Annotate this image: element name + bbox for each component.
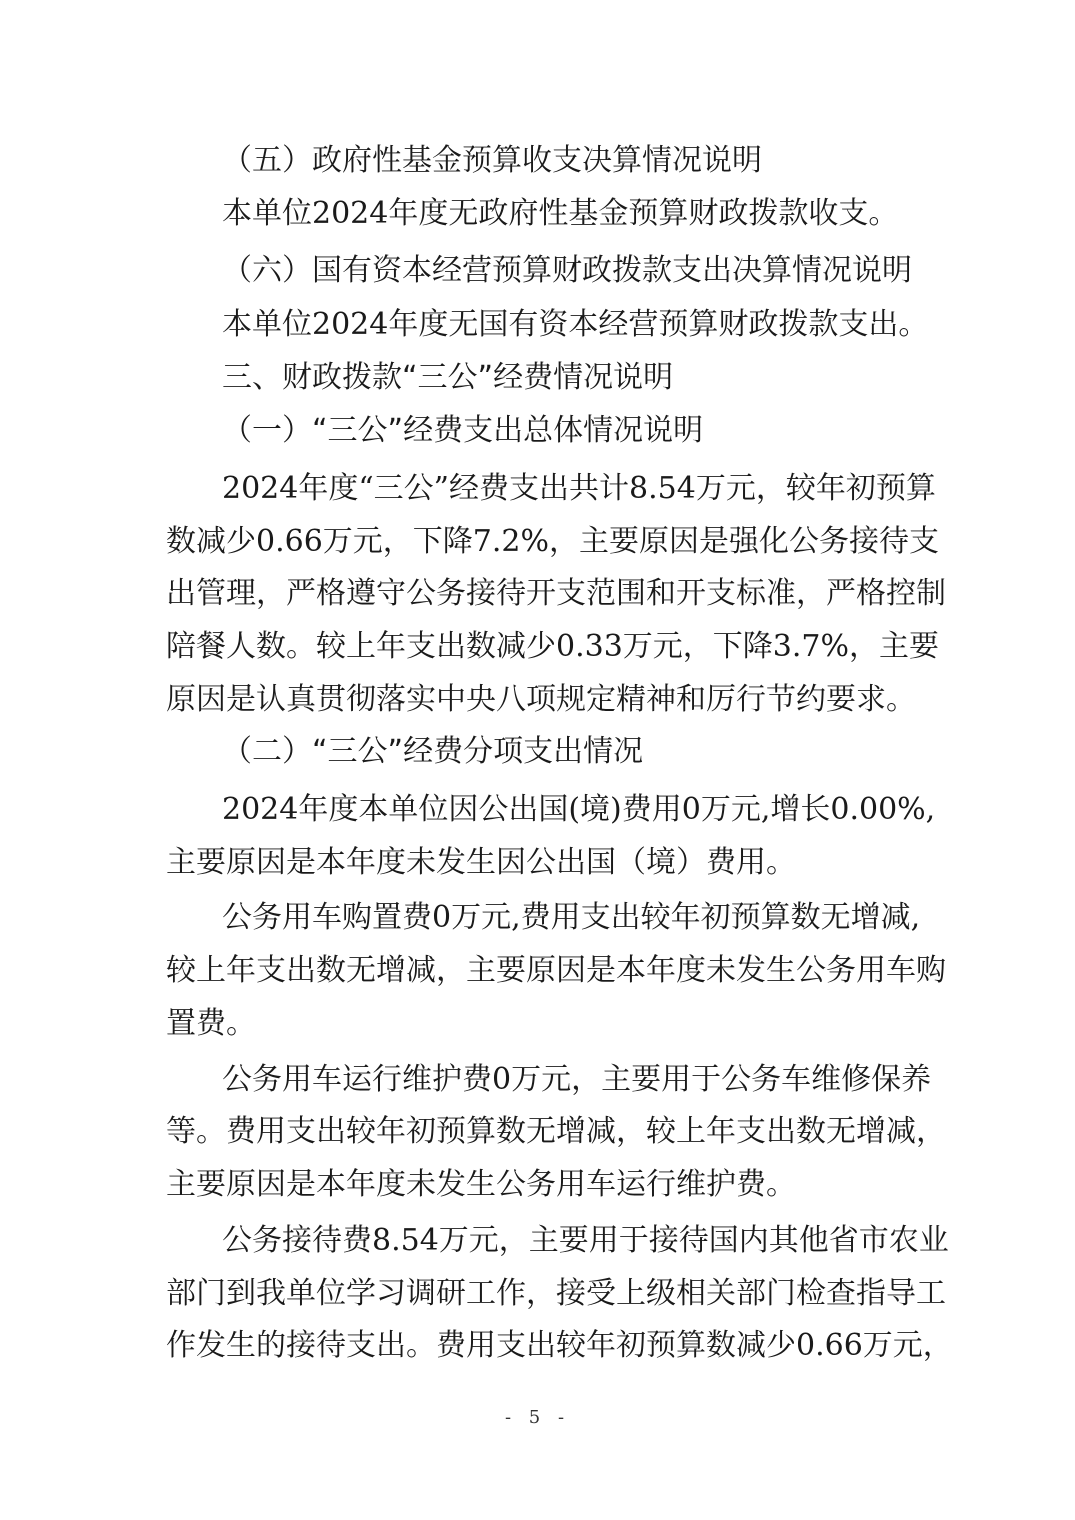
paragraph-line: 主要原因是本年度未发生因公出国（境）费用。 bbox=[166, 845, 796, 880]
paragraph-line: 较上年支出数无增减，主要原因是本年度未发生公务用车购 bbox=[166, 953, 946, 988]
paragraph-line: 主要原因是本年度未发生公务用车运行维护费。 bbox=[166, 1167, 796, 1202]
paragraph-line: 出管理，严格遵守公务接待开支范围和开支标准，严格控制 bbox=[166, 576, 946, 611]
section-heading-2: （二）“三公”经费分项支出情况 bbox=[222, 734, 644, 769]
paragraph-line: 公务接待费8.54万元，主要用于接待国内其他省市农业 bbox=[222, 1223, 949, 1258]
paragraph-line: 本单位2024年度无国有资本经营预算财政拨款支出。 bbox=[222, 307, 929, 342]
paragraph-line: 等。费用支出较年初预算数无增减，较上年支出数无增减， bbox=[166, 1114, 946, 1149]
paragraph-line: 陪餐人数。较上年支出数减少0.33万元，下降3.7%，主要 bbox=[166, 629, 940, 664]
paragraph-line: 2024年度本单位因公出国(境)费用0万元,增长0.00%, bbox=[222, 792, 936, 827]
page-number: - 5 - bbox=[504, 1407, 571, 1428]
paragraph-line: 数减少0.66万元，下降7.2%，主要原因是强化公务接待支 bbox=[166, 524, 940, 559]
paragraph-line: 2024年度“三公”经费支出共计8.54万元，较年初预算 bbox=[222, 471, 936, 506]
paragraph-line: 公务用车购置费0万元,费用支出较年初预算数无增减, bbox=[222, 900, 921, 935]
paragraph-line: 部门到我单位学习调研工作，接受上级相关部门检查指导工 bbox=[166, 1276, 946, 1311]
section-heading-6: （六）国有资本经营预算财政拨款支出决算情况说明 bbox=[222, 253, 912, 288]
section-heading-5: （五）政府性基金预算收支决算情况说明 bbox=[222, 143, 762, 178]
chapter-heading-3: 三、财政拨款“三公”经费情况说明 bbox=[222, 360, 674, 395]
paragraph-line: 作发生的接待支出。费用支出较年初预算数减少0.66万元， bbox=[166, 1328, 953, 1363]
paragraph-line: 置费。 bbox=[166, 1006, 256, 1041]
paragraph-line: 公务用车运行维护费0万元，主要用于公务车维修保养 bbox=[222, 1062, 932, 1097]
paragraph-line: 原因是认真贯彻落实中央八项规定精神和厉行节约要求。 bbox=[166, 682, 916, 717]
section-heading-1: （一）“三公”经费支出总体情况说明 bbox=[222, 413, 704, 448]
paragraph-line: 本单位2024年度无政府性基金预算财政拨款收支。 bbox=[222, 196, 899, 231]
